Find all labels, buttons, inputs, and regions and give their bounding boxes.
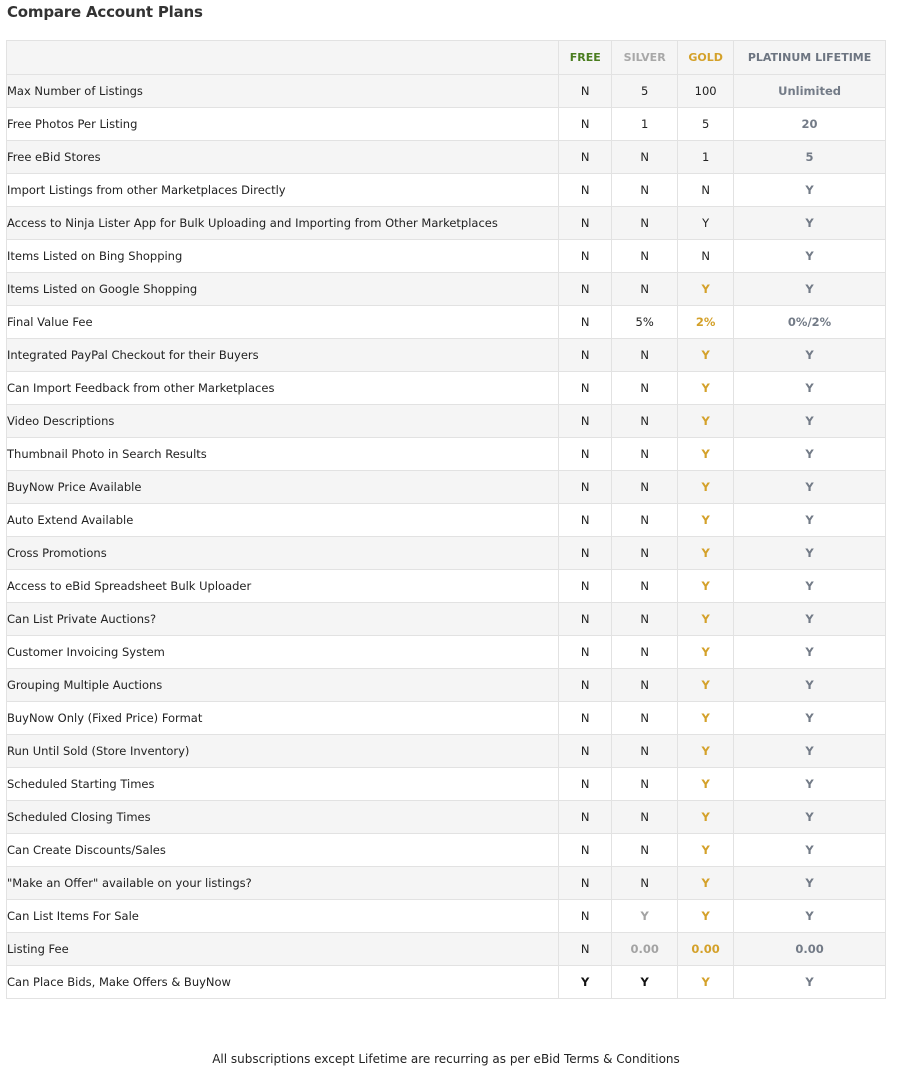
free-value: N: [559, 768, 612, 801]
silver-value: N: [612, 174, 678, 207]
feature-label: Max Number of Listings: [7, 75, 559, 108]
feature-label: Grouping Multiple Auctions: [7, 669, 559, 702]
feature-label: Can Create Discounts/Sales: [7, 834, 559, 867]
feature-label: BuyNow Price Available: [7, 471, 559, 504]
silver-value: N: [612, 603, 678, 636]
feature-label: Auto Extend Available: [7, 504, 559, 537]
free-value: N: [559, 702, 612, 735]
gold-value: Y: [678, 867, 734, 900]
gold-value: Y: [678, 801, 734, 834]
table-row: [7, 702, 886, 735]
silver-value: N: [612, 504, 678, 537]
table-row: [7, 372, 886, 405]
silver-value: N: [612, 801, 678, 834]
platinum-value: Y: [734, 438, 886, 471]
header-platinum-lifetime: PLATINUM LIFETIME: [734, 41, 886, 75]
table-row: [7, 108, 886, 141]
silver-value: Y: [612, 966, 678, 999]
table-row: [7, 636, 886, 669]
feature-label: Final Value Fee: [7, 306, 559, 339]
platinum-value: Y: [734, 603, 886, 636]
free-value: N: [559, 306, 612, 339]
feature-label: Items Listed on Google Shopping: [7, 273, 559, 306]
feature-label: Can Place Bids, Make Offers & BuyNow: [7, 966, 559, 999]
feature-label: Can List Private Auctions?: [7, 603, 559, 636]
silver-value: N: [612, 405, 678, 438]
feature-label: Free eBid Stores: [7, 141, 559, 174]
table-row: [7, 669, 886, 702]
silver-value: N: [612, 735, 678, 768]
free-value: N: [559, 735, 612, 768]
free-value: N: [559, 900, 612, 933]
platinum-value: Y: [734, 801, 886, 834]
silver-value: N: [612, 768, 678, 801]
gold-value: 100: [678, 75, 734, 108]
table-row: [7, 207, 886, 240]
silver-value: N: [612, 702, 678, 735]
silver-value: N: [612, 372, 678, 405]
free-value: N: [559, 240, 612, 273]
platinum-value: 0%/2%: [734, 306, 886, 339]
platinum-value: Y: [734, 735, 886, 768]
platinum-value: Y: [734, 174, 886, 207]
feature-label: BuyNow Only (Fixed Price) Format: [7, 702, 559, 735]
free-value: N: [559, 273, 612, 306]
feature-label: Can List Items For Sale: [7, 900, 559, 933]
free-value: N: [559, 339, 612, 372]
silver-value: N: [612, 240, 678, 273]
gold-value: Y: [678, 339, 734, 372]
platinum-value: Y: [734, 669, 886, 702]
free-value: N: [559, 141, 612, 174]
feature-label: Listing Fee: [7, 933, 559, 966]
platinum-value: Y: [734, 504, 886, 537]
header-gold: GOLD: [678, 41, 734, 75]
header-free: FREE: [559, 41, 612, 75]
platinum-value: Y: [734, 405, 886, 438]
feature-label: Access to Ninja Lister App for Bulk Uploading and Importing from Other Marketplaces: [7, 207, 559, 240]
gold-value: Y: [678, 735, 734, 768]
free-value: N: [559, 471, 612, 504]
free-value: N: [559, 834, 612, 867]
silver-value: N: [612, 438, 678, 471]
feature-label: Scheduled Closing Times: [7, 801, 559, 834]
gold-value: Y: [678, 900, 734, 933]
silver-value: N: [612, 570, 678, 603]
silver-value: N: [612, 669, 678, 702]
platinum-value: Y: [734, 372, 886, 405]
feature-label: Import Listings from other Marketplaces Directly: [7, 174, 559, 207]
feature-label: Run Until Sold (Store Inventory): [7, 735, 559, 768]
table-row: [7, 801, 886, 834]
free-value: N: [559, 504, 612, 537]
silver-value: N: [612, 537, 678, 570]
free-value: N: [559, 669, 612, 702]
platinum-value: Y: [734, 570, 886, 603]
free-value: N: [559, 174, 612, 207]
table-row: [7, 306, 886, 339]
silver-value: 0.00: [612, 933, 678, 966]
table-row: [7, 438, 886, 471]
feature-label: Integrated PayPal Checkout for their Buyers: [7, 339, 559, 372]
feature-label: Scheduled Starting Times: [7, 768, 559, 801]
gold-value: Y: [678, 570, 734, 603]
gold-value: Y: [678, 273, 734, 306]
free-value: N: [559, 537, 612, 570]
feature-label: Free Photos Per Listing: [7, 108, 559, 141]
silver-value: 5%: [612, 306, 678, 339]
gold-value: Y: [678, 603, 734, 636]
table-body: [7, 75, 886, 999]
silver-value: N: [612, 141, 678, 174]
feature-label: Cross Promotions: [7, 537, 559, 570]
silver-value: N: [612, 867, 678, 900]
gold-value: Y: [678, 471, 734, 504]
platinum-value: Y: [734, 471, 886, 504]
gold-value: Y: [678, 438, 734, 471]
table-row: [7, 339, 886, 372]
silver-value: N: [612, 471, 678, 504]
silver-value: N: [612, 273, 678, 306]
gold-value: Y: [678, 768, 734, 801]
table-row: [7, 867, 886, 900]
gold-value: N: [678, 174, 734, 207]
table-row: [7, 966, 886, 999]
platinum-value: Y: [734, 900, 886, 933]
free-value: N: [559, 372, 612, 405]
table-row: [7, 504, 886, 537]
table-row: [7, 768, 886, 801]
gold-value: N: [678, 240, 734, 273]
table-row: [7, 900, 886, 933]
gold-value: 1: [678, 141, 734, 174]
table-row: [7, 273, 886, 306]
feature-label: Video Descriptions: [7, 405, 559, 438]
gold-value: 5: [678, 108, 734, 141]
silver-value: 1: [612, 108, 678, 141]
free-value: N: [559, 108, 612, 141]
silver-value: N: [612, 636, 678, 669]
gold-value: Y: [678, 537, 734, 570]
platinum-value: Y: [734, 702, 886, 735]
platinum-value: Y: [734, 834, 886, 867]
table-row: [7, 537, 886, 570]
gold-value: Y: [678, 207, 734, 240]
free-value: N: [559, 438, 612, 471]
gold-value: Y: [678, 966, 734, 999]
platinum-value: Y: [734, 636, 886, 669]
table-row: [7, 405, 886, 438]
platinum-value: Y: [734, 867, 886, 900]
platinum-value: Y: [734, 240, 886, 273]
feature-label: Access to eBid Spreadsheet Bulk Uploader: [7, 570, 559, 603]
free-value: N: [559, 933, 612, 966]
table-row: [7, 933, 886, 966]
free-value: Y: [559, 966, 612, 999]
platinum-value: Y: [734, 768, 886, 801]
gold-value: Y: [678, 636, 734, 669]
free-value: N: [559, 75, 612, 108]
footer-note: All subscriptions except Lifetime are recurring as per eBid Terms & Conditions: [212, 1052, 680, 1066]
table-row: [7, 735, 886, 768]
platinum-value: Y: [734, 339, 886, 372]
gold-value: Y: [678, 834, 734, 867]
feature-label: Items Listed on Bing Shopping: [7, 240, 559, 273]
free-value: N: [559, 570, 612, 603]
header-silver: SILVER: [612, 41, 678, 75]
feature-label: Thumbnail Photo in Search Results: [7, 438, 559, 471]
feature-label: "Make an Offer" available on your listings?: [7, 867, 559, 900]
table-row: [7, 471, 886, 504]
platinum-value: Y: [734, 207, 886, 240]
table-row: [7, 603, 886, 636]
silver-value: N: [612, 339, 678, 372]
free-value: N: [559, 636, 612, 669]
gold-value: Y: [678, 405, 734, 438]
gold-value: 2%: [678, 306, 734, 339]
table-row: [7, 834, 886, 867]
feature-label: Customer Invoicing System: [7, 636, 559, 669]
free-value: N: [559, 801, 612, 834]
free-value: N: [559, 603, 612, 636]
feature-label: Can Import Feedback from other Marketplaces: [7, 372, 559, 405]
gold-value: Y: [678, 372, 734, 405]
table-row: [7, 174, 886, 207]
free-value: N: [559, 867, 612, 900]
platinum-value: 20: [734, 108, 886, 141]
platinum-value: Y: [734, 966, 886, 999]
table-row: [7, 570, 886, 603]
silver-value: 5: [612, 75, 678, 108]
table-header: [7, 41, 886, 75]
header-feature: [7, 41, 559, 75]
gold-value: Y: [678, 504, 734, 537]
header-row: [7, 41, 886, 75]
silver-value: Y: [612, 900, 678, 933]
platinum-value: 0.00: [734, 933, 886, 966]
platinum-value: Y: [734, 537, 886, 570]
gold-value: Y: [678, 669, 734, 702]
table-row: [7, 240, 886, 273]
silver-value: N: [612, 834, 678, 867]
table-row: [7, 75, 886, 108]
free-value: N: [559, 207, 612, 240]
silver-value: N: [612, 207, 678, 240]
platinum-value: Y: [734, 273, 886, 306]
platinum-value: 5: [734, 141, 886, 174]
free-value: N: [559, 405, 612, 438]
platinum-value: Unlimited: [734, 75, 886, 108]
plan-comparison-table: [6, 40, 886, 999]
gold-value: Y: [678, 702, 734, 735]
gold-value: 0.00: [678, 933, 734, 966]
page-title: Compare Account Plans: [7, 3, 203, 21]
table-row: [7, 141, 886, 174]
